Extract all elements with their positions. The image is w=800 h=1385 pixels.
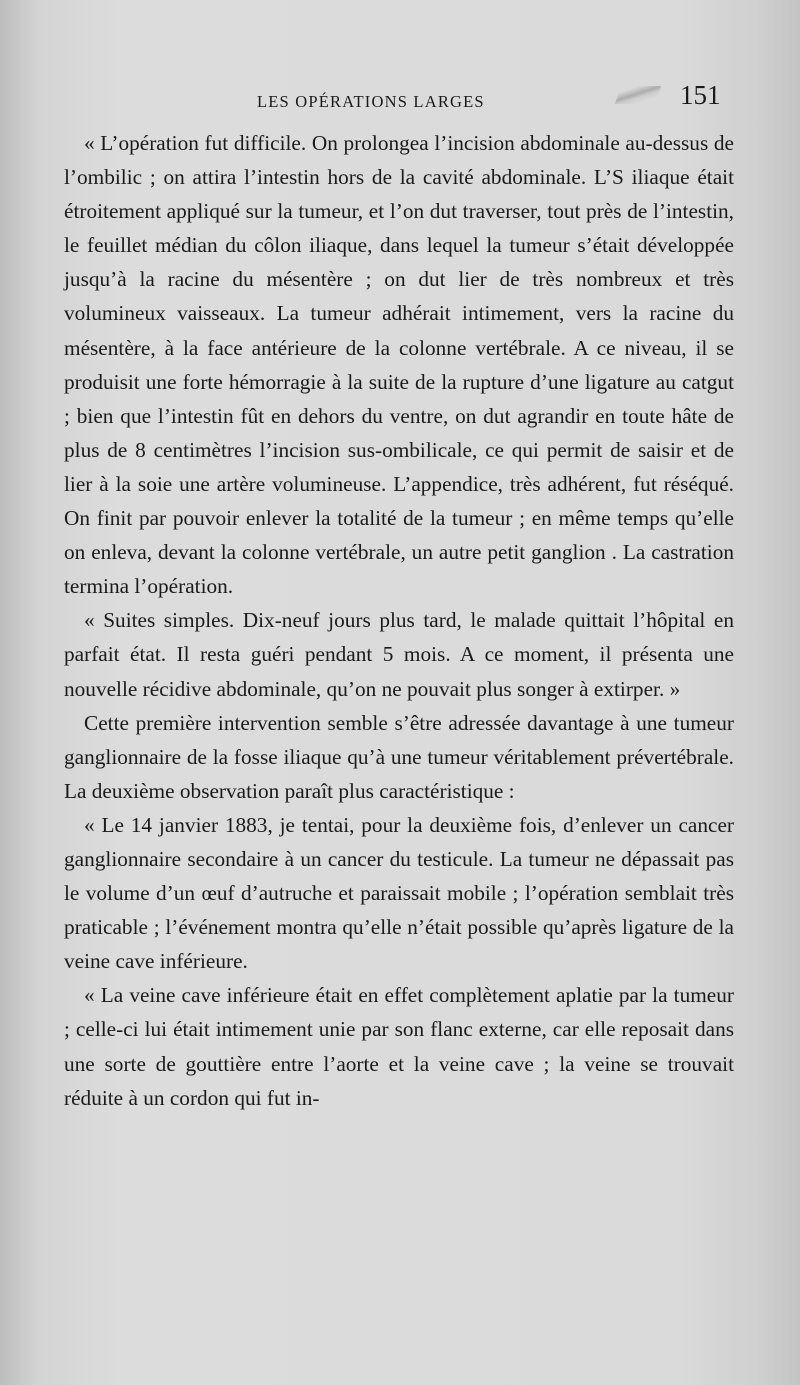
paragraph-janvier: « Le 14 janvier 1883, je tentai, pour la deuxième fois, d’enlever un cancer ganglionnaire secondaire à un cancer du testicule. La tumeur ne dépassait pas le volume d’un œuf d’autruche et paraissait mobile ; l’opération semblait très praticable ; l’événement montra qu’elle n’était possible qu’après ligature de la veine cave inférieure.	[64, 812, 734, 974]
page-number: 151	[680, 80, 721, 110]
paragraph-operation: « L’opération fut difficile. On prolongea l’incision abdominale au-dessus de l’ombilic ; on attira l’intestin hors de la cavité abdominale. L’S iliaque était étroitement appliqué sur la tumeur, et l’on dut traverser, tout près de l’intestin, le feuillet médian du côlon iliaque, dans lequel la tumeur s’était développée jusqu’à la racine du mésentère ; on dut lier de très nombreux et très volumineux vaisseaux. La tumeur adhérait intimement, vers la racine du mésentère, à la face antérieure de la colonne vertébrale. A ce niveau, il se produisit une forte hémorragie à la suite de la rupture d’une ligature au catgut ; bien que l’intestin fût en dehors du ventre, on dut agrandir en toute hâte de plus de 8 centimètres l’incision sus-ombilicale, ce qui permit de saisir et de lier à la soie une artère volumineuse. L’appendice, très adhérent, fut réséqué. On finit par pouvoir enlever la totalité de la tumeur ; en même temps qu’elle on enleva, devant la colonne vertébrale, un autre petit ganglion . La castration termina l’opération.	[64, 131, 734, 599]
page-header	[0, 80, 800, 120]
ink-smudge	[615, 86, 662, 104]
paragraph-intervention: Cette première intervention semble s’être adressée davantage à une tumeur ganglionnaire de la fosse iliaque qu’à une tumeur véritablement prévertébrale. La deuxième observation paraît plus caractéristique :	[64, 710, 734, 803]
running-title: LES OPÉRATIONS LARGES	[257, 92, 485, 111]
body-text	[64, 126, 734, 1115]
paragraph-suites: « Suites simples. Dix-neuf jours plus tard, le malade quittait l’hôpital en parfait état. Il resta guéri pendant 5 mois. A ce moment, il présenta une nouvelle récidive abdominale, qu’on ne pouvait plus songer à extirper. »	[64, 608, 734, 701]
paragraph-veine-cave: « La veine cave inférieure était en effet complètement aplatie par la tumeur ; celle-ci lui était intimement unie par son flanc externe, car elle reposait dans une sorte de gouttière entre l’aorte et la veine cave ; la veine se trouvait réduite à un cordon qui fut in-	[64, 983, 734, 1110]
